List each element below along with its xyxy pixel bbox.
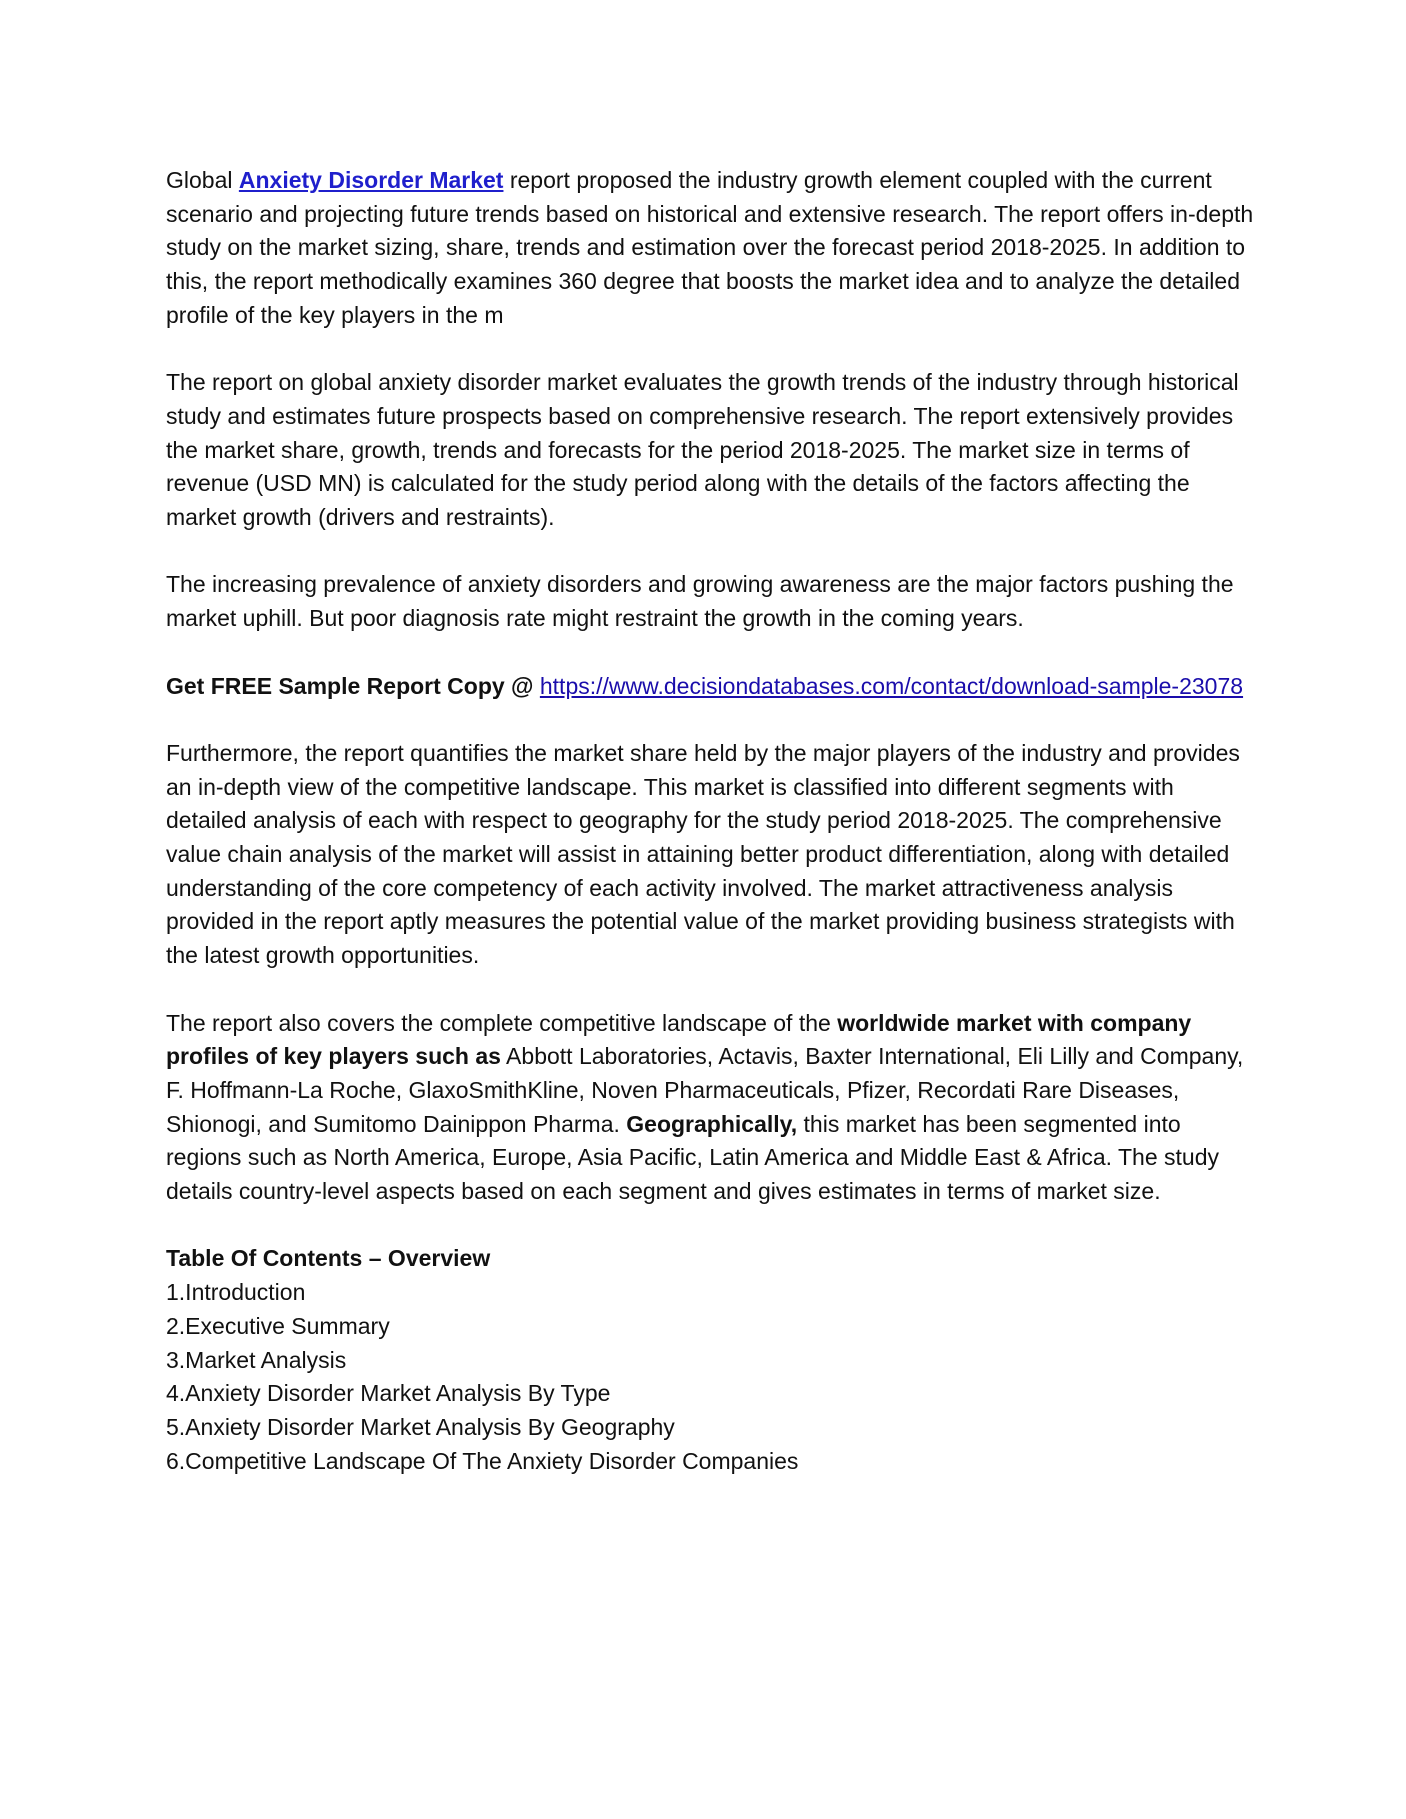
key-players-bold-1: worldwide market with company profiles of key players such as (166, 1009, 1192, 1070)
toc-item: 2.Executive Summary (166, 1312, 390, 1339)
key-players-text-1: The report also covers the complete competitive landscape of the (166, 1009, 838, 1036)
key-players-text-3: this market has been segmented into regions such as North America, Europe, Asia Pacific, Latin America and Middle East & Africa. The study details country-level aspects based on each segment and gives estimates in terms of market size. (166, 1110, 1219, 1205)
drivers-paragraph: The increasing prevalence of anxiety disorders and growing awareness are the major factors pushing the market uphill. But poor diagnosis rate might restraint the growth in the coming years. (166, 571, 1234, 632)
toc-item: 4.Anxiety Disorder Market Analysis By Type (166, 1380, 611, 1407)
key-players-bold-2: Geographically, (626, 1110, 798, 1137)
toc-item: 6.Competitive Landscape Of The Anxiety Disorder Companies (166, 1447, 799, 1474)
sample-report-link[interactable]: https://www.decisiondatabases.com/contact/download-sample-23078 (539, 672, 1244, 699)
toc-title: Table Of Contents – Overview (166, 1245, 491, 1272)
key-players-paragraph (166, 1007, 1256, 1209)
toc-item: 1.Introduction (166, 1279, 306, 1306)
intro-prefix: Global (166, 167, 239, 193)
key-players-text-2: Abbott Laboratories, Actavis, Baxter International, Eli Lilly and Company, F. Hoffmann-La Roche, GlaxoSmithKline, Noven Pharmaceuticals, Pfizer, Recordati Rare Diseases, Shionogi, and Sumitomo Dainippon Pharma. (166, 1043, 1244, 1137)
competitive-analysis-paragraph: Furthermore, the report quantifies the market share held by the major players of the industry and provides an in-depth view of the competitive landscape. This market is classified into different segments with detailed analysis of each with respect to geography for the study period 2018-2025. The comprehensive value chain analysis of the market will assist in attaining better product differentiation, along with detailed understanding of the core competency of each activity involved. The market attractiveness analysis provided in the report aptly measures the potential value of the market providing business strategists with the latest growth opportunities. (166, 739, 1240, 969)
overview-paragraph: The report on global anxiety disorder market evaluates the growth trends of the industry through historical study and estimates future prospects based on comprehensive research. The report extensively provides the market share, growth, trends and forecasts for the period 2018-2025. The market size in terms of revenue (USD MN) is calculated for the study period along with the details of the factors affecting the market growth (drivers and restraints). (166, 369, 1239, 531)
toc-list (166, 1276, 1256, 1478)
sample-report-paragraph (166, 670, 1256, 704)
document-body (166, 164, 1256, 1478)
sample-report-label: Get FREE Sample Report Copy @ (166, 672, 540, 699)
toc-item: 3.Market Analysis (166, 1346, 347, 1373)
anxiety-disorder-market-link[interactable]: Anxiety Disorder Market (238, 167, 504, 193)
intro-paragraph (166, 164, 1256, 333)
intro-text: report proposed the industry growth element coupled with the current scenario and projecting future trends based on historical and extensive research. The report offers in-depth study on the market sizing, share, trends and estimation over the forecast period 2018-2025. In addition to this, the report methodically examines 360 degree that boosts the market idea and to analyze the detailed profile of the key players in the m (166, 167, 1254, 328)
toc-item: 5.Anxiety Disorder Market Analysis By Geography (166, 1413, 675, 1440)
